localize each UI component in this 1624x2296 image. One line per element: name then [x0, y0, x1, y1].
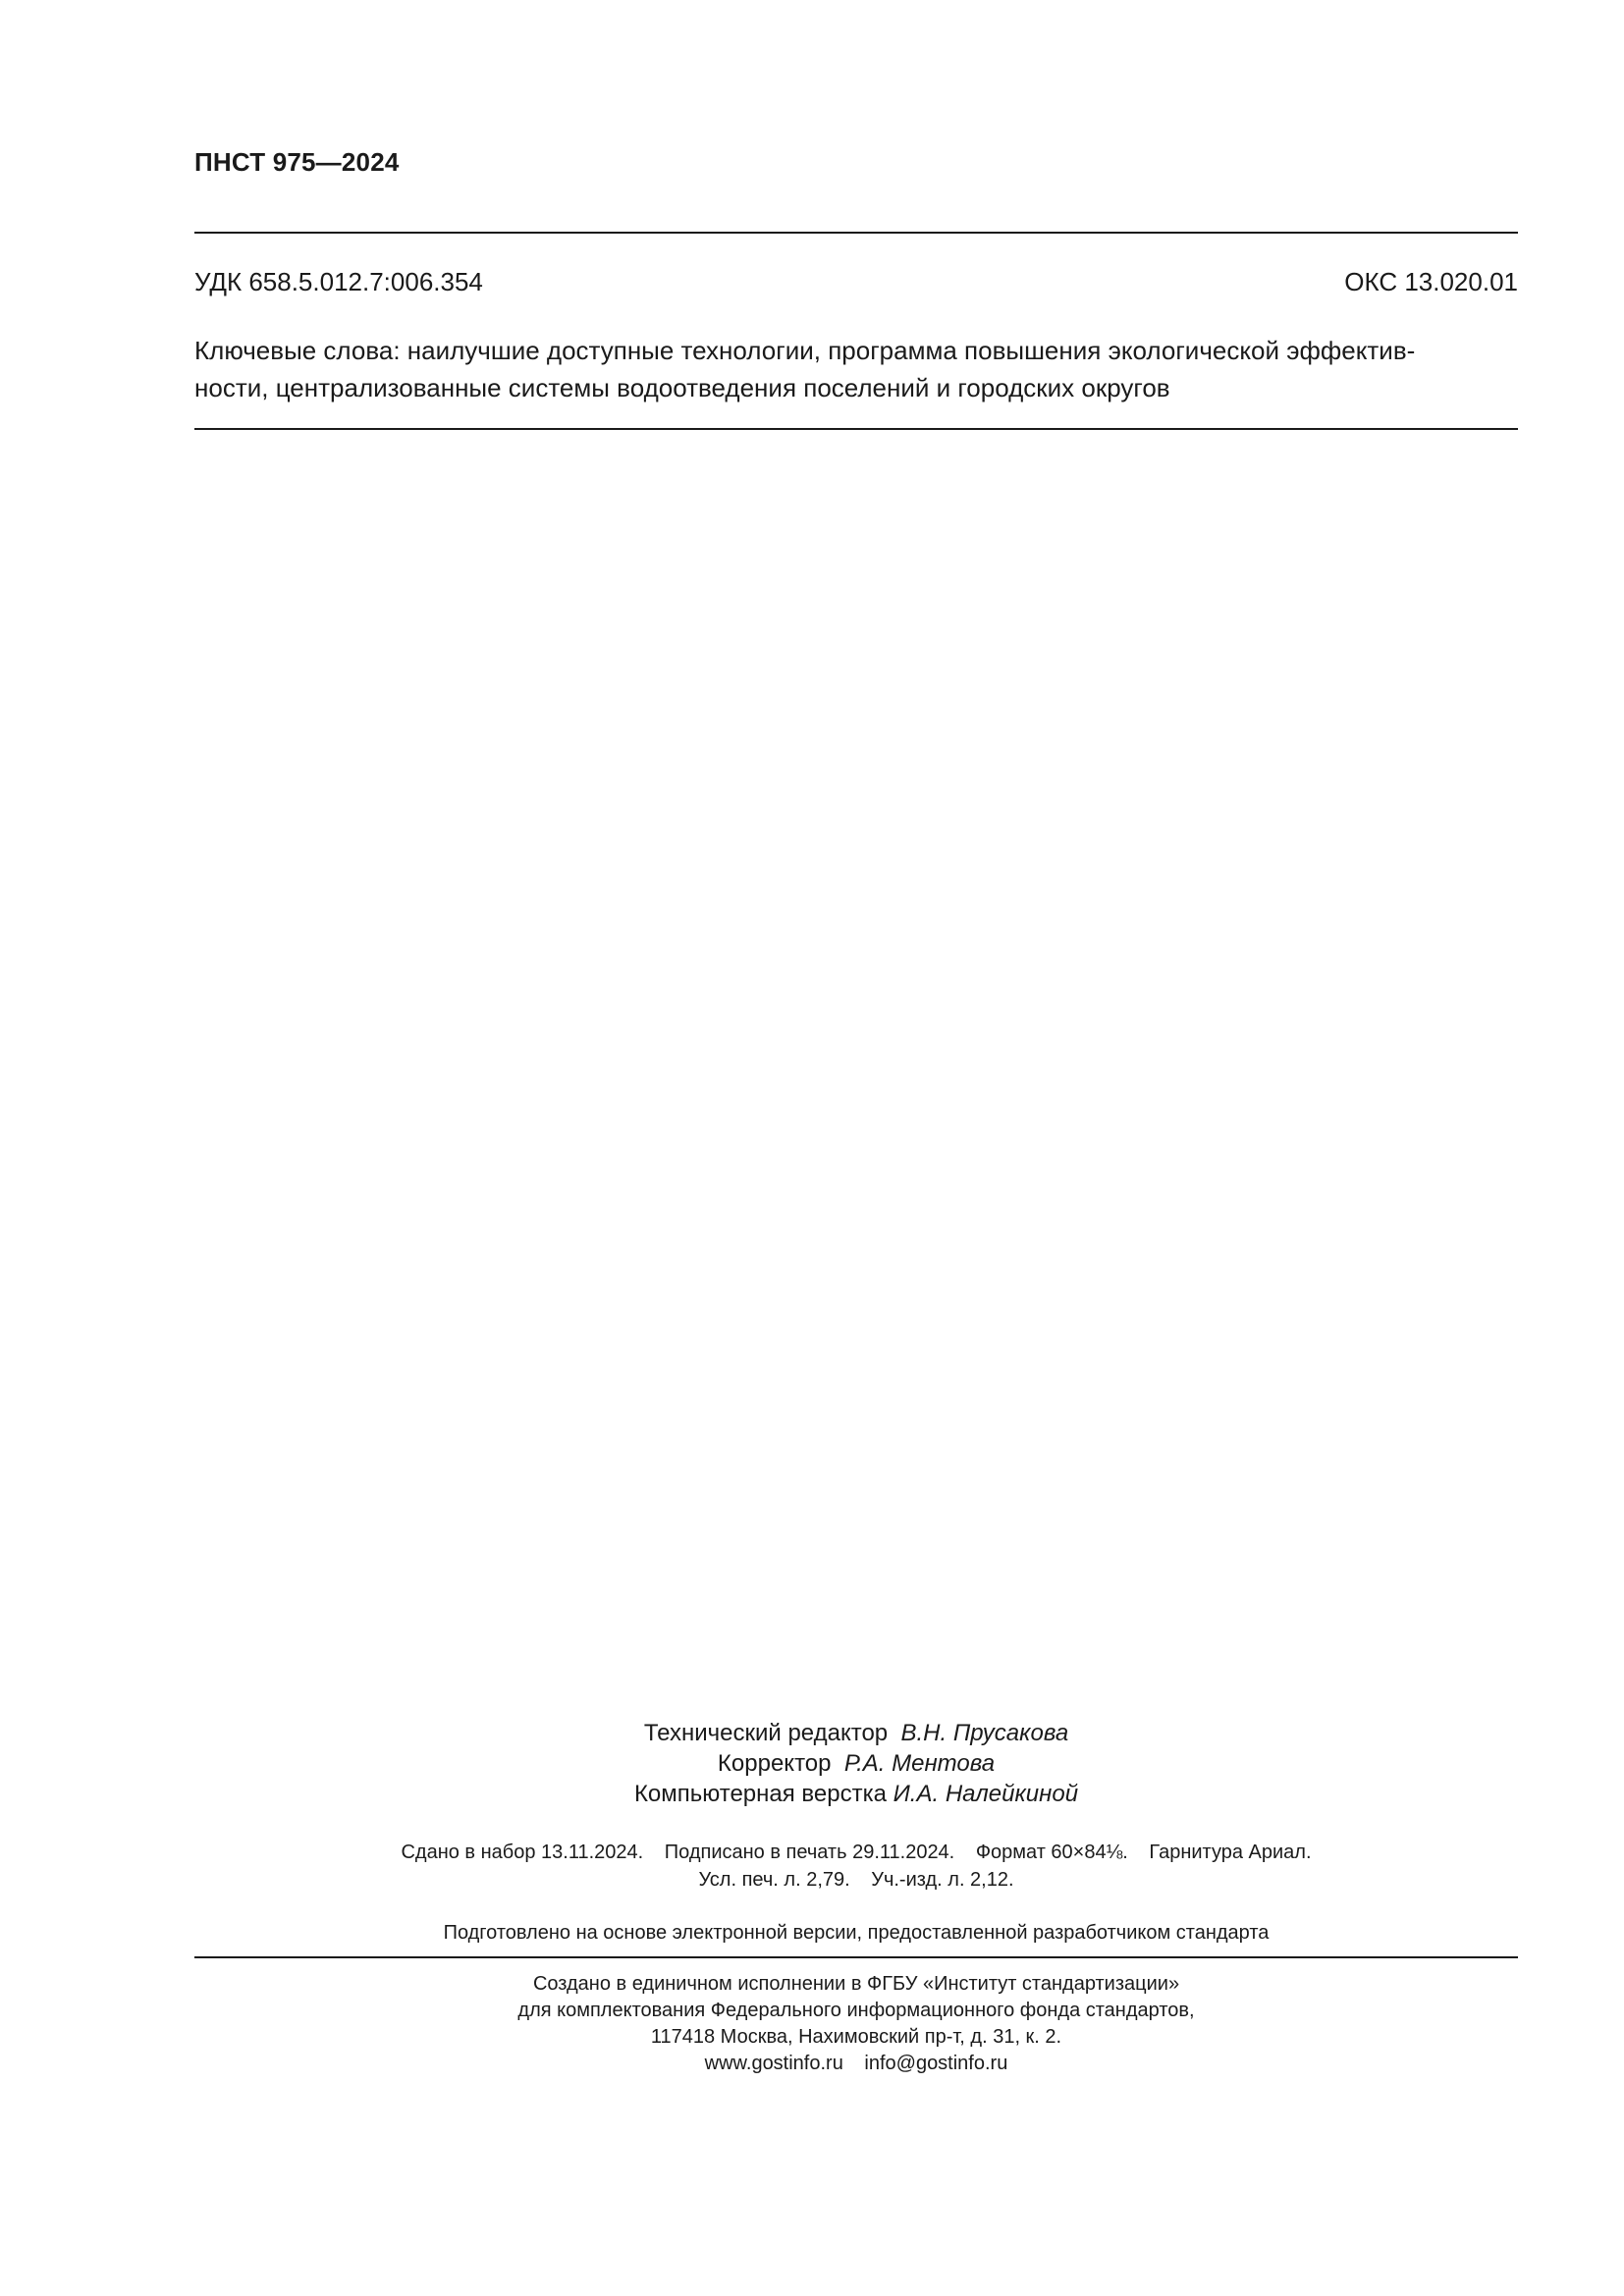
keywords-block	[194, 332, 1518, 406]
tech-editor-name: В.Н. Прусакова	[900, 1720, 1069, 1746]
credit-layout	[194, 1779, 1518, 1809]
pub-sheets: Уч.-изд. л. 2,12.	[871, 1869, 1014, 1891]
prepared-note: Подготовлено на основе электронной версии, предоставленной разработчиком стандарта	[443, 1922, 1270, 1944]
paper-format: Формат 60×84⅛.	[975, 1842, 1128, 1863]
udk-code: УДК 658.5.012.7:006.354	[194, 267, 483, 296]
credit-tech-editor	[194, 1718, 1518, 1748]
layout-name: И.А. Налейкиной	[893, 1781, 1079, 1807]
footer-line-3: 117418 Москва, Нахимовский пр-т, д. 31, к. 2.	[650, 2026, 1062, 2048]
website-link[interactable]: www.gostinfo.ru	[704, 2053, 843, 2074]
corrector-name: Р.А. Ментова	[843, 1750, 996, 1777]
publishing-info	[194, 1839, 1518, 1894]
tech-editor-role: Технический редактор	[643, 1720, 889, 1746]
standard-code: ПНСТ 975—2024	[194, 147, 400, 177]
footer-divider	[194, 1956, 1518, 1958]
top-divider	[194, 232, 1518, 234]
corrector-role: Корректор	[717, 1750, 832, 1777]
credit-corrector	[194, 1748, 1518, 1779]
layout-role: Компьютерная верстка	[633, 1781, 887, 1807]
footer-block	[194, 1971, 1518, 2077]
keywords-divider	[194, 428, 1518, 430]
credits-block	[194, 1718, 1518, 1809]
keywords-line-2: ности, централизованные системы водоотведения поселений и городских округов	[194, 373, 1170, 402]
publishing-row-1	[194, 1839, 1518, 1866]
oks-code: ОКС 13.020.01	[1344, 267, 1518, 296]
print-sheets: Усл. печ. л. 2,79.	[698, 1869, 850, 1891]
publishing-row-2	[194, 1866, 1518, 1894]
keywords-line-1: Ключевые слова: наилучшие доступные технологии, программа повышения экологической эффектив-	[194, 336, 1416, 365]
signed-date: Подписано в печать 29.11.2024.	[664, 1842, 955, 1863]
typeface: Гарнитура Ариал.	[1149, 1842, 1312, 1863]
email-link[interactable]: info@gostinfo.ru	[864, 2053, 1008, 2074]
footer-line-2: для комплектования Федерального информационного фонда стандартов,	[517, 2000, 1195, 2021]
footer-contacts	[194, 2051, 1518, 2077]
submitted-date: Сдано в набор 13.11.2024.	[401, 1842, 644, 1863]
footer-line-1: Создано в единичном исполнении в ФГБУ «Институт стандартизации»	[532, 1973, 1180, 1995]
